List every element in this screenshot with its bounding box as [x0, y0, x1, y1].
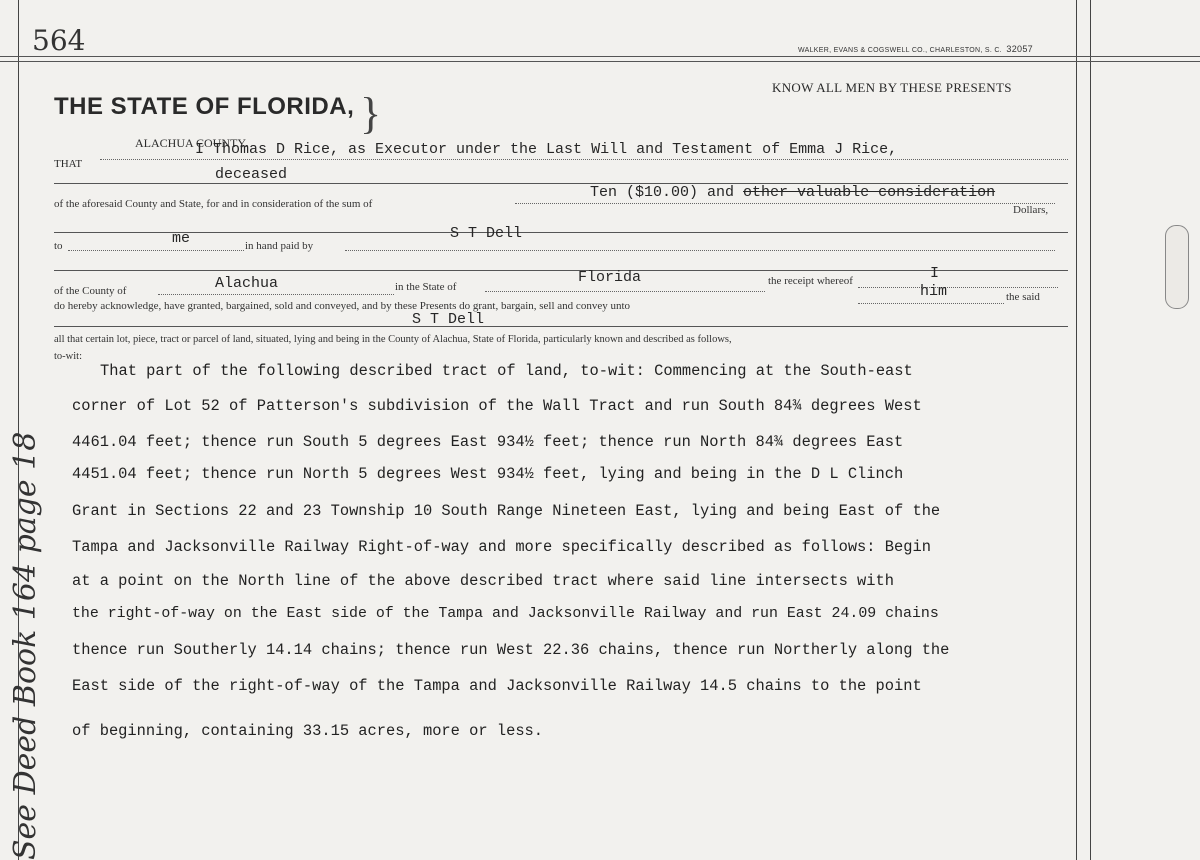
label-to: to [54, 240, 63, 252]
description-line: of beginning, containing 33.15 acres, more or less. [72, 722, 544, 740]
label-the-said: the said [1006, 291, 1040, 303]
convey-unto: him [920, 283, 948, 300]
bracket: } [360, 89, 382, 138]
description-line: East side of the right-of-way of the Tampa and Jacksonville Railway 14.5 chains to the point [72, 677, 922, 695]
label-to-wit: to-wit: [54, 351, 82, 362]
label-do-hereby: do hereby acknowledge, have granted, bargained, sold and conveyed, and by these Presents do grant, bargain, sell and convey unto [54, 300, 631, 312]
label-receipt: the receipt whereof [768, 275, 853, 287]
label-county-of: of the County of [54, 285, 127, 297]
description-line: Tampa and Jacksonville Railway Right-of-way and more specifically described as follows: Begin [72, 538, 931, 556]
county-value: Alachua [215, 275, 279, 292]
printer-imprint: WALKER, EVANS & COGSWELL CO., CHARLESTON, S. C. 32057 [798, 44, 1033, 54]
receipt-by: I [930, 265, 940, 282]
state-value: Florida [578, 269, 642, 286]
paid-by: S T Dell [450, 225, 523, 242]
description-line: the right-of-way on the East side of the Tampa and Jacksonville Railway and run East 24.09 chains [72, 606, 939, 622]
description-line: corner of Lot 52 of Patterson's subdivision of the Wall Tract and run South 84¾ degrees West [72, 397, 922, 415]
grantor-text: I Thomas D Rice, as Executor under the Last Will and Testament of Emma J Rice, [195, 141, 898, 158]
label-that: THAT [54, 158, 83, 170]
label-aforesaid: of the aforesaid County and State, for and in consideration of the sum of [54, 198, 373, 210]
label-all-that-certain: all that certain lot, piece, tract or parcel of land, situated, lying and being in the County of Alachua, State of Florida, particularly known and described as follows, [54, 334, 732, 345]
said-party: S T Dell [412, 311, 485, 328]
margin-note: See Deed Book 164 page 18 [8, 431, 43, 860]
description-line: That part of the following described tract of land, to-wit: Commencing at the South-east [100, 362, 913, 380]
deceased-text: deceased [215, 166, 288, 183]
binder-hole [1165, 225, 1189, 309]
to-party: me [172, 230, 191, 247]
description-line: 4461.04 feet; thence run South 5 degrees East 934½ feet; thence run North 84¾ degrees East [72, 433, 904, 451]
description-line: Grant in Sections 22 and 23 Township 10 South Range Nineteen East, lying and being East of the [72, 502, 941, 520]
county-heading: ALACHUA COUNTY. [135, 136, 248, 150]
know-all-men: KNOW ALL MEN BY THESE PRESENTS [772, 80, 1012, 95]
label-dollars: Dollars, [1013, 204, 1049, 216]
label-state-of: in the State of [395, 281, 457, 293]
sum-text: Ten ($10.00) and other valuable consideration [590, 184, 996, 201]
page-number: 564 [32, 24, 86, 57]
description-line: thence run Southerly 14.14 chains; thence run West 22.36 chains, thence run Northerly along the [72, 641, 950, 659]
state-title: THE STATE OF FLORIDA, [54, 93, 355, 120]
description-line: 4451.04 feet; thence run North 5 degrees West 934½ feet, lying and being in the D L Clinch [72, 465, 904, 483]
label-paid-by: in hand paid by [245, 240, 314, 252]
description-line: at a point on the North line of the above described tract where said line intersects with [72, 572, 894, 590]
